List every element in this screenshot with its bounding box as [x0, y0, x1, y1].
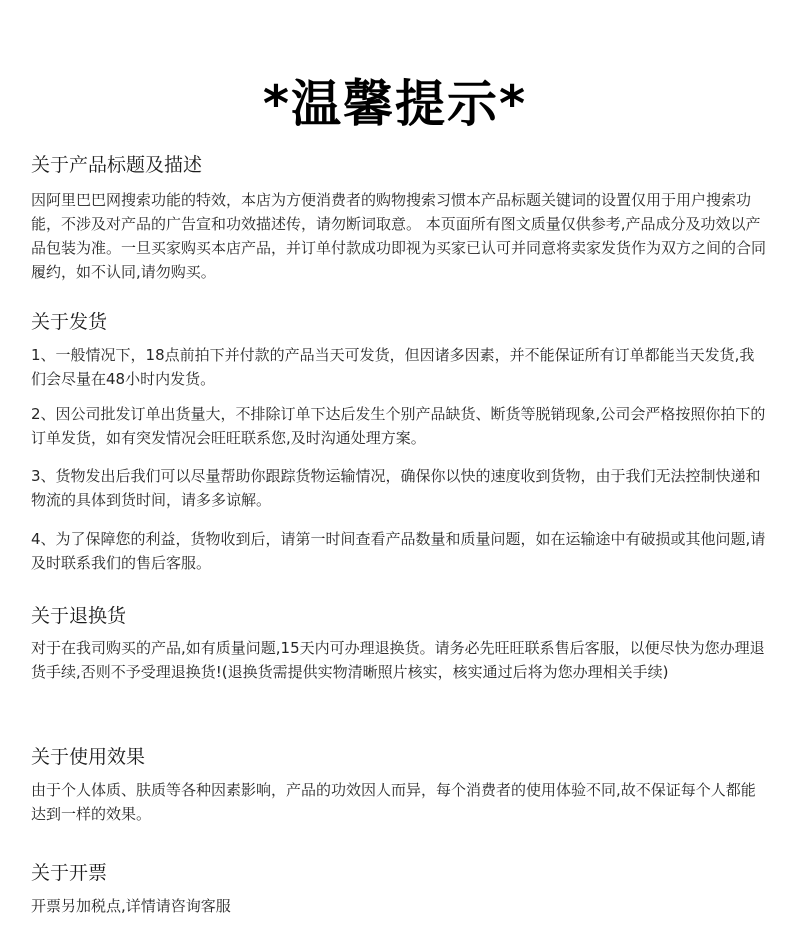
- page-title: *温馨提示*: [262, 75, 528, 133]
- section-heading-returns: 关于退换货: [31, 605, 127, 627]
- paragraph-invoice: 开票另加税点,详情请咨询客服: [31, 897, 231, 915]
- paragraph-product-description: 因阿里巴巴网搜索功能的特效，本店为方便消费者的购物搜索习惯本产品标题关键词的设置仅用于用户搜索功能，不涉及对产品的广告宣和功效描述传，请勿断词取意。 本页面所有图文质量仅供参考,产品成分及功效以产品包装为准。一旦买家购买本店产品，并订单付款成功即视为买家已认可并同意将卖家发货作为双方之间的合同履约，如不认同,请勿购买。: [31, 191, 767, 281]
- section-heading-shipping: 关于发货: [31, 311, 108, 333]
- paragraph-shipping-4: 4、为了保障您的利益，货物收到后，请第一时间查看产品数量和质量问题，如在运输途中有破损或其他问题,请及时联系我们的售后客服。: [31, 530, 766, 572]
- section-heading-product-description: 关于产品标题及描述: [31, 154, 203, 176]
- paragraph-returns: 对于在我司购买的产品,如有质量问题,15天内可办理退换货。请务必先旺旺联系售后客服，以便尽快为您办理退货手续,否则不予受理退换货!(退换货需提供实物清晰照片核实，核实通过后将为您办理相关手续): [31, 639, 765, 681]
- paragraph-shipping-3: 3、货物发出后我们可以尽量帮助你跟踪货物运输情况，确保你以快的速度收到货物，由于我们无法控制快递和物流的具体到货时间，请多多谅解。: [31, 467, 761, 509]
- section-heading-invoice: 关于开票: [31, 862, 108, 884]
- paragraph-usage-effect: 由于个人体质、肤质等各种因素影响，产品的功效因人而异，每个消费者的使用体验不同,故不保证每个人都能达到一样的效果。: [31, 781, 756, 823]
- paragraph-shipping-1: 1、一般情况下，18点前拍下并付款的产品当天可发货，但因诸多因素，并不能保证所有订单都能当天发货,我们会尽量在48小时内发货。: [31, 346, 755, 388]
- paragraph-shipping-2: 2、因公司批发订单出货量大，不排除订单下达后发生个别产品缺货、断货等脱销现象,公司会严格按照你拍下的订单发货，如有突发情况会旺旺联系您,及时沟通处理方案。: [31, 405, 766, 447]
- section-heading-usage-effect: 关于使用效果: [31, 746, 146, 768]
